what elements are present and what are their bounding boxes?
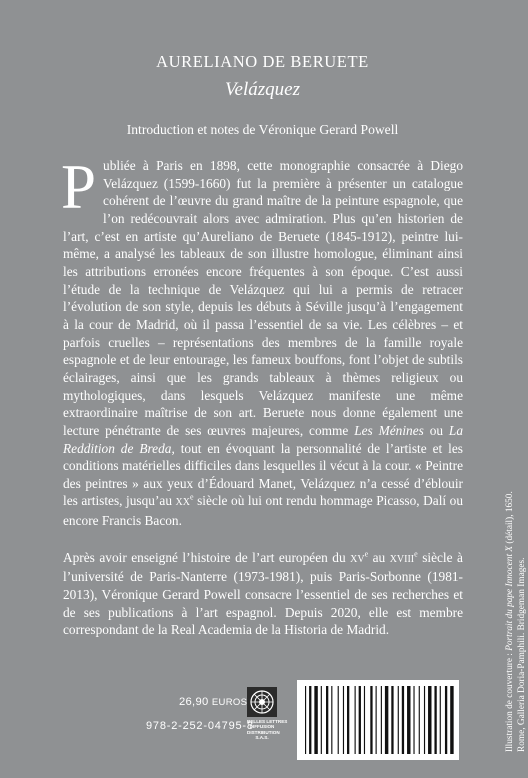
publisher-line: BELLES LETTRES bbox=[247, 719, 288, 724]
image-credit-line-1 bbox=[504, 332, 516, 752]
barcode bbox=[297, 680, 459, 760]
bio-text: Après avoir enseigné l’histoire de l’art européen du bbox=[63, 549, 351, 565]
ordinal-suffix: e bbox=[190, 493, 194, 503]
century-numeral: XVIII bbox=[389, 553, 415, 565]
bio-text: siècle à l’université de Paris-Nanterre (1973-1981), puis Paris-Sorbonne (1981-2013), Véronique Gerard Powell consacre l’essentiel de ses recherches et de ses publications à l’art espagnol. Depuis 2020, elle est membre correspondant de la Real Academia de la Historia de Madrid. bbox=[63, 549, 463, 638]
work-title: La Reddition de Breda bbox=[63, 422, 464, 456]
drop-cap: P bbox=[61, 152, 97, 222]
publisher-logo bbox=[247, 687, 288, 757]
blurb bbox=[61, 152, 464, 639]
work-title: Les Ménines bbox=[354, 422, 424, 438]
price-value: 26,90 bbox=[179, 696, 209, 708]
isbn: 978-2-252-04795-8 bbox=[146, 720, 254, 732]
century-numeral: XX bbox=[175, 497, 190, 509]
editor-credit: Introduction et notes de Véronique Gerard Powell bbox=[126, 122, 399, 137]
book-title: Velázquez bbox=[225, 79, 300, 100]
century-numeral: XV bbox=[350, 553, 365, 565]
author-name: AURELIANO DE BERUETE bbox=[156, 52, 369, 71]
blurb-paragraph-2 bbox=[63, 549, 463, 639]
publisher-name bbox=[247, 719, 288, 741]
image-credit-line-2: Rome, Galleria Doria-Pamphili. Bridgeman Images. bbox=[517, 557, 527, 752]
ordinal-suffix: e bbox=[364, 549, 369, 559]
blurb-text: ou bbox=[423, 422, 449, 438]
price bbox=[179, 696, 247, 708]
blurb-paragraph-1 bbox=[61, 152, 464, 530]
barcode-bars bbox=[297, 680, 459, 760]
publisher-line: DIFFUSION bbox=[249, 724, 275, 730]
publisher-line: S.A.S. bbox=[255, 735, 269, 741]
ordinal-suffix: e bbox=[414, 549, 418, 559]
credit-prefix: Illustration de couverture : bbox=[505, 650, 515, 752]
image-credit bbox=[504, 332, 528, 752]
credit-work-title: Portrait du pape Innocent X bbox=[505, 545, 515, 651]
blurb-text: ubliée à Paris en 1898, cette monographie consacrée à Diego Velázquez (1599-1660) fut la première à présenter un catalogue cohérent de l’œuvre du grand maître de la peinture espagnole, que l’on redécouvrait alors avec admiration. Plus qu’en historien de l’art, c’est en artiste qu’Aureliano de Beruete (1845-1912), peintre lui-même, a analysé les tableaux de son illustre homologue, éliminant ainsi les attributions erronées encore fréquentes à son époque. C’est aussi l’étude de la technique de Velázquez qui lui a permis de retracer l’évolution de son style, depuis les débuts à Séville jusqu’à l’engagement à la cour de Madrid, où il passa l’essentiel de sa vie. Les célèbres – et parfois cruelles – représentations des membres de la famille royale espagnole et de leur entourage, les fameux bouffons, font l’objet de subtils éclairages, ainsi que les grands tableaux à thèmes religieux ou mythologiques, dans lesquels Velázquez manifeste une même extraordinaire maîtrise de son art. Beruete nous donne également une lecture pénétrante de ses œuvres majeures, comme bbox=[63, 158, 463, 438]
price-currency: EUROS bbox=[211, 697, 248, 708]
credit-suffix: (détail), 1650. bbox=[505, 491, 515, 546]
blurb-text: siècle où lui ont rendu hommage Picasso, Dalí ou encore Francis Bacon. bbox=[63, 493, 463, 529]
publisher-logo-icon bbox=[247, 687, 277, 717]
publisher-line: DISTRIBUTION bbox=[247, 729, 280, 735]
blurb-text: , tout en évoquant la personnalité de l’artiste et les conditions matérielles difficiles dans lesquelles il vécut à la cour. « Peintre des peintres » aux yeux d’Édouard Manet, Velázquez n’a cessé d’éblouir les artistes, jusqu’au bbox=[63, 440, 463, 509]
bio-text: au bbox=[368, 549, 390, 565]
